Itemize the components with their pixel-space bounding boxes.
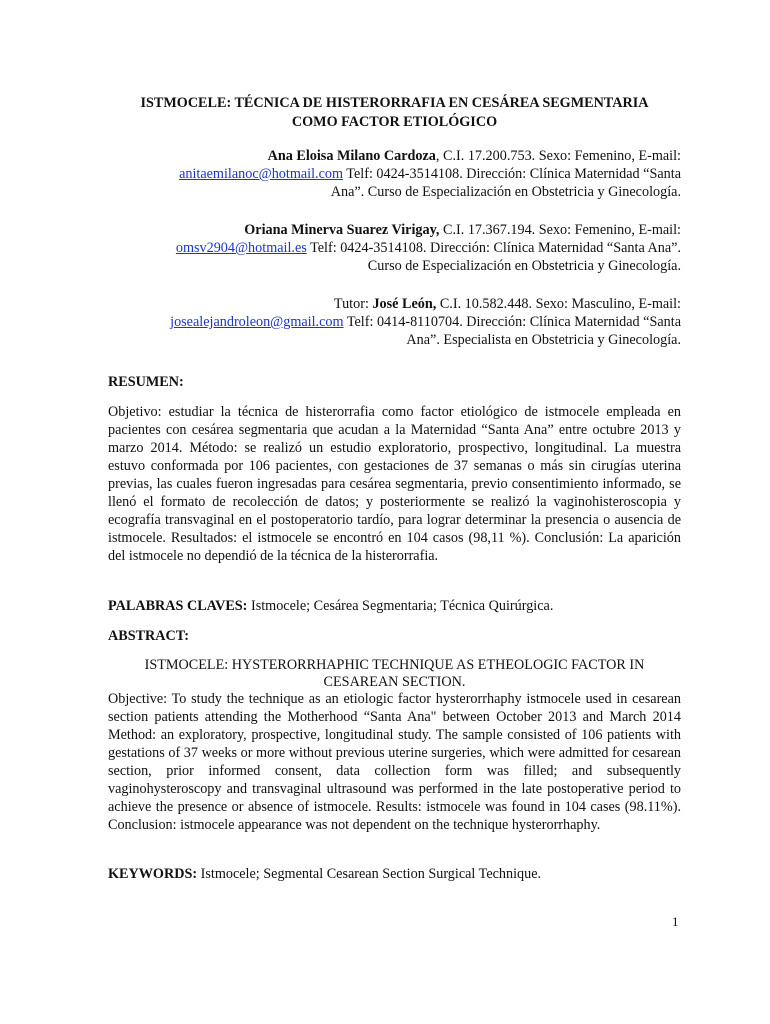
- resumen-body: Objetivo: estudiar la técnica de histerorrafia como factor etiológico de istmocele empleada en pacientes con cesárea segmentaria que acudan a la Maternidad “Santa Ana” entre octubre 2013 y marzo 2014. Método: se realizó un estudio exploratorio, prospectivo, longitudinal. La muestra estuvo conformada por 106 pacientes, con gestaciones de 37 semanas o más sin cirugías uterina previas, las cuales fueron ingresadas para cesárea segmentaria, previo consentimiento informado, se llenó el formato de recolección de datos; y posteriormente se realizó la vaginohisteroscopia y ecografía transvaginal en el postoperatorio tardío, para lograr determinar la presencia o ausencia de istmocele. Resultados: el istmocele se encontró en 104 casos (98,11 %). Conclusión: La aparición del istmocele no dependió de la técnica de la histerorrafia.: [108, 404, 681, 564]
- author-name: José León,: [372, 296, 437, 312]
- palabras-claves-line: [108, 597, 553, 615]
- author-line: [108, 165, 681, 183]
- author-details: C.I. 17.367.194. Sexo: Femenino, E-mail:: [439, 222, 681, 238]
- keywords-label: KEYWORDS:: [108, 866, 198, 882]
- palabras-claves-text: Istmocele; Cesárea Segmentaria; Técnica Quirúrgica.: [247, 598, 554, 614]
- author-details: Telf: 0424-3514108. Dirección: Clínica Maternidad “Santa Ana”.: [306, 240, 681, 256]
- author-name: Oriana Minerva Suarez Virigay,: [244, 222, 440, 238]
- author-line: [108, 295, 681, 313]
- author-line: [108, 313, 681, 331]
- author-email-link[interactable]: josealejandroleon@gmail.com: [170, 314, 344, 330]
- author-email-link[interactable]: omsv2904@hotmail.es: [175, 240, 307, 256]
- keywords-text: Istmocele; Segmental Cesarean Section Surgical Technique.: [197, 866, 542, 882]
- abstract-heading: ABSTRACT:: [108, 628, 189, 644]
- palabras-claves-label: PALABRAS CLAVES:: [108, 598, 248, 614]
- author-line: [108, 221, 681, 239]
- page-number: 1: [672, 914, 679, 929]
- resumen-heading: RESUMEN:: [108, 374, 184, 390]
- author-name: Ana Eloisa Milano Cardoza: [267, 148, 436, 164]
- paper-title: [108, 94, 681, 132]
- abstract-subtitle-line-1: ISTMOCELE: HYSTERORRHAPHIC TECHNIQUE AS ETHEOLOGIC FACTOR IN: [144, 657, 645, 673]
- tutor-prefix: Tutor:: [333, 296, 373, 312]
- author-details: Telf: 0414-8110704. Dirección: Clínica Maternidad “Santa: [343, 314, 681, 330]
- abstract-body: Objective: To study the technique as an etiologic factor hysterorrhaphy istmocele used in cesarean section patients attending the Motherhood “Santa Ana" between October 2013 and March 2014 Method: an exploratory, prospective, longitudinal study. The sample consisted of 106 patients with gestations of 37 weeks or more without previous uterine surgeries, which were admitted for cesarean section, prior informed consent, data collection form was filled; and subsequently vaginohysteroscopy and transvaginal ultrasound was performed in the late postoperative period to achieve the presence or absence of istmocele. Results: istmocele was found in 104 cases (98.11%). Conclusion: istmocele appearance was not dependent on the technique hysterorrhaphy.: [108, 691, 681, 833]
- author-email-link[interactable]: anitaemilanoc@hotmail.com: [179, 166, 344, 182]
- author-line: [108, 239, 681, 257]
- author-details: , C.I. 17.200.753. Sexo: Femenino, E-mail:: [435, 148, 681, 164]
- author-details: C.I. 10.582.448. Sexo: Masculino, E-mail:: [436, 296, 681, 312]
- author-block-1: [108, 147, 681, 201]
- author-details: Telf: 0424-3514108. Dirección: Clínica Maternidad “Santa: [343, 166, 681, 182]
- keywords-line: [108, 865, 541, 883]
- title-line-1: ISTMOCELE: TÉCNICA DE HISTERORRAFIA EN CESÁREA SEGMENTARIA: [140, 95, 649, 111]
- title-line-2: COMO FACTOR ETIOLÓGICO: [291, 114, 498, 130]
- abstract-subtitle: [108, 657, 681, 691]
- author-block-tutor: [108, 295, 681, 349]
- author-line: Ana”. Curso de Especialización en Obstetricia y Ginecología.: [330, 184, 681, 200]
- author-line: Curso de Especialización en Obstetricia y Ginecología.: [367, 258, 681, 274]
- abstract-subtitle-line-2: CESAREAN SECTION.: [323, 674, 466, 690]
- author-line: Ana”. Especialista en Obstetricia y Ginecología.: [406, 332, 681, 348]
- author-line: [108, 147, 681, 165]
- document-page: [108, 0, 681, 1024]
- author-block-2: [108, 221, 681, 275]
